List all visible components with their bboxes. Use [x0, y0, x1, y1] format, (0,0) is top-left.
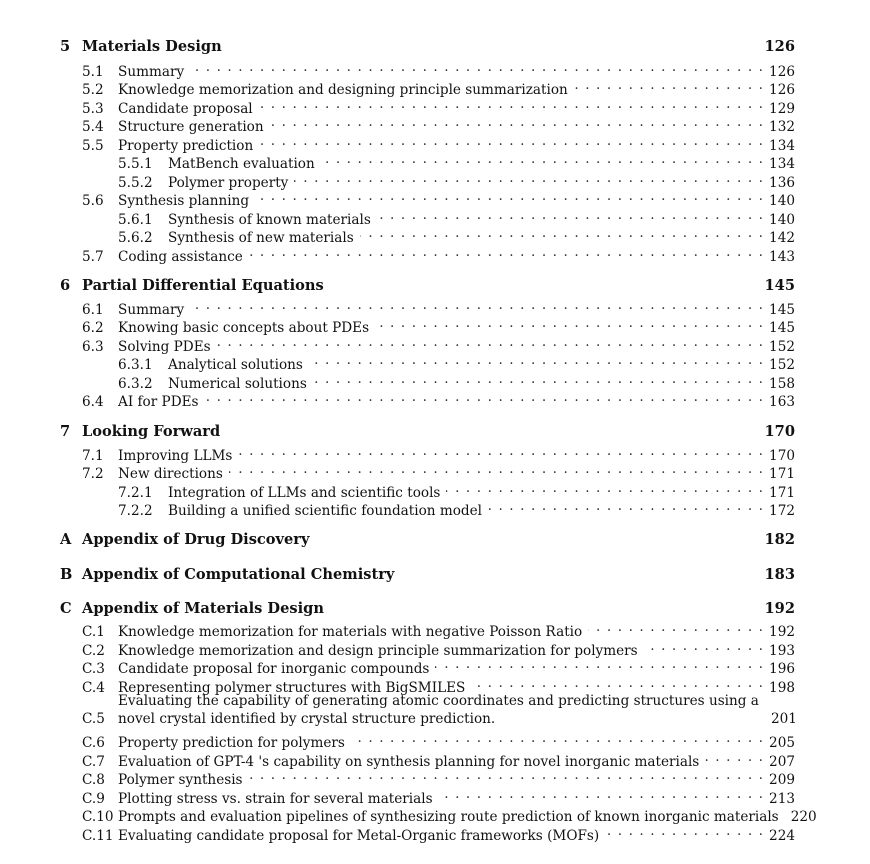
toc-entry-title[interactable]: Property prediction	[118, 138, 254, 154]
toc-section[interactable]	[82, 637, 795, 659]
toc-page-number: 140	[769, 193, 795, 209]
toc-page-number: 205	[769, 735, 795, 751]
toc-section[interactable]	[82, 674, 795, 696]
toc-entry-title[interactable]: Evaluating candidate proposal for Metal-Organic frameworks (MOFs)	[118, 828, 600, 844]
toc-page-number: 145	[769, 302, 795, 318]
toc-entry-title[interactable]: AI for PDEs	[118, 394, 199, 410]
toc-entry-number: C.9	[82, 791, 105, 807]
toc-subsection[interactable]	[118, 479, 795, 501]
toc-entry-number: 5.2	[82, 82, 104, 98]
toc-page-number: 201	[770, 711, 797, 727]
toc-entry-number: 6.1	[82, 302, 104, 318]
toc-entry-number: C.7	[82, 754, 105, 770]
toc-entry-title[interactable]: Structure generation	[118, 119, 264, 135]
toc-entry-number: 5.5	[82, 138, 104, 154]
toc-entry-title[interactable]: Synthesis of new materials	[168, 230, 354, 246]
toc-leader-dots	[249, 766, 763, 784]
toc-section[interactable]	[82, 748, 795, 770]
toc-section[interactable]	[82, 314, 795, 336]
toc-entry-number: C.11	[82, 828, 114, 844]
toc-entry-title[interactable]: Plotting stress vs. strain for several materials	[118, 791, 433, 807]
toc-page-number: 209	[769, 772, 795, 788]
toc-entry-title[interactable]: Candidate proposal for inorganic compounds	[118, 661, 430, 677]
toc-entry-number: 7.2.2	[118, 503, 153, 519]
toc-page-number: 132	[769, 119, 795, 135]
toc-entry-number: 5.5.1	[118, 156, 153, 172]
toc-entry-title[interactable]: Polymer property	[168, 175, 289, 191]
toc-entry-title[interactable]: Numerical solutions	[168, 376, 307, 392]
toc-leader-dots	[360, 224, 763, 242]
toc-section[interactable]	[82, 766, 795, 788]
toc-entry-title[interactable]: Knowing basic concepts about PDEs	[118, 320, 370, 336]
toc-entry-title-line2: novel crystal identified by crystal structure prediction.	[118, 711, 496, 727]
toc-subsection[interactable]	[118, 351, 795, 373]
toc-entry-title[interactable]: Building a unified scientific foundation model	[168, 503, 483, 519]
toc-entry-number: 7.2	[82, 466, 104, 482]
toc-entry-number: C.10	[82, 809, 114, 825]
toc-entry-number: 7.2.1	[118, 485, 153, 501]
toc-section[interactable]	[82, 113, 795, 135]
toc-entry-number: A	[60, 531, 72, 548]
toc-section[interactable]	[82, 655, 795, 677]
toc-entry-number: C	[60, 600, 72, 617]
toc-section[interactable]	[82, 76, 795, 98]
toc-page-number: 196	[769, 661, 795, 677]
toc-leader-dots	[229, 460, 763, 478]
toc-entry-title[interactable]: Candidate proposal	[118, 101, 253, 117]
toc-chapter[interactable]	[60, 600, 795, 618]
toc-leader-dots	[588, 618, 763, 636]
toc-entry-number: 5.6.2	[118, 230, 153, 246]
toc-page-number: 134	[769, 156, 795, 172]
toc-entry-title[interactable]: Knowledge memorization and design principle summarization for polymers	[118, 643, 638, 659]
toc-leader-dots	[351, 729, 763, 747]
toc-subsection[interactable]	[118, 370, 795, 392]
toc-section[interactable]	[82, 333, 795, 355]
toc-page-number: 220	[790, 809, 817, 825]
toc-section[interactable]	[82, 58, 795, 80]
toc-chapter[interactable]	[60, 277, 795, 295]
toc-page-number: 183	[764, 566, 795, 583]
toc-entry-title[interactable]: Evaluation of GPT-4 's capability on synthesis planning for novel inorganic materials	[118, 754, 700, 770]
toc-chapter[interactable]	[60, 423, 795, 441]
toc-page-number: 152	[769, 357, 795, 373]
toc-page-number: 192	[769, 624, 795, 640]
toc-leader-dots	[190, 296, 763, 314]
toc-leader-dots	[313, 370, 763, 388]
toc-entry-title[interactable]: MatBench evaluation	[168, 156, 315, 172]
toc-page-number: 126	[769, 82, 795, 98]
toc-entry-title[interactable]: Appendix of Drug Discovery	[82, 531, 310, 548]
toc-entry-number: 5.5.2	[118, 175, 153, 191]
toc-entry-title[interactable]: Synthesis planning	[118, 193, 250, 209]
toc-section[interactable]	[82, 460, 795, 482]
toc-page-number: 145	[764, 277, 795, 294]
toc-leader-dots	[249, 243, 763, 261]
toc-subsection[interactable]	[118, 224, 795, 246]
toc-page-number: 171	[769, 466, 795, 482]
toc-entry-title[interactable]: Partial Differential Equations	[82, 277, 324, 294]
toc-entry-title[interactable]	[118, 692, 759, 728]
toc-section[interactable]	[82, 296, 795, 318]
toc-leader-dots	[321, 150, 763, 168]
toc-page-number: 171	[769, 485, 795, 501]
toc-page-number: 182	[764, 531, 795, 548]
toc-entry-number: C.2	[82, 643, 105, 659]
toc-subsection[interactable]	[118, 150, 795, 172]
toc-entry-title[interactable]: Appendix of Materials Design	[82, 600, 324, 617]
toc-leader-dots	[705, 748, 763, 766]
toc-leader-dots	[238, 442, 763, 460]
toc-subsection[interactable]	[118, 497, 795, 519]
toc-page-number: 142	[769, 230, 795, 246]
toc-section[interactable]	[82, 822, 795, 844]
toc-entry-number: 6	[60, 277, 71, 294]
toc-entry-title[interactable]: Representing polymer structures with BigSMILES	[118, 680, 466, 696]
toc-subsection[interactable]	[118, 206, 795, 228]
toc-leader-dots	[439, 785, 763, 803]
toc-entry-number: 5.1	[82, 64, 104, 80]
toc-leader-dots	[255, 187, 763, 205]
toc-entry-title[interactable]: Synthesis of known materials	[168, 212, 371, 228]
toc-page-number: 213	[769, 791, 795, 807]
toc-leader-dots	[205, 388, 764, 406]
toc-entry-number: 7.1	[82, 448, 104, 464]
toc-entry-title[interactable]: Summary	[118, 302, 185, 318]
toc-entry-title-line1: Evaluating the capability of generating atomic coordinates and predicting structures using a	[118, 693, 759, 709]
toc-entry-title[interactable]: Property prediction for polymers	[118, 735, 345, 751]
toc-leader-dots	[377, 206, 763, 224]
toc-section[interactable]	[82, 729, 795, 751]
toc-entry-title[interactable]: Improving LLMs	[118, 448, 233, 464]
toc-page-number: 140	[769, 212, 795, 228]
toc-page-number: 143	[769, 249, 795, 265]
toc-page-number: 136	[769, 175, 795, 191]
toc-leader-dots	[644, 637, 763, 655]
toc-section[interactable]	[82, 803, 817, 825]
toc-leader-dots	[435, 655, 763, 673]
toc-leader-dots	[605, 822, 763, 840]
toc-page-number: 207	[769, 754, 795, 770]
toc-page-number: 145	[769, 320, 795, 336]
toc-section[interactable]	[82, 618, 795, 640]
toc-page-number: 170	[764, 423, 795, 440]
toc-entry-title[interactable]: Appendix of Computational Chemistry	[82, 566, 395, 583]
toc-entry-number: C.6	[82, 735, 105, 751]
toc-page-number: 193	[769, 643, 795, 659]
toc-entry-number: 6.3.2	[118, 376, 153, 392]
toc-leader-dots	[375, 314, 763, 332]
toc-entry-title[interactable]: Solving PDEs	[118, 339, 211, 355]
toc-entry-number: 5.7	[82, 249, 104, 265]
toc-entry-title[interactable]: Knowledge memorization and designing principle summarization	[118, 82, 568, 98]
toc-leader-dots	[270, 113, 763, 131]
toc-chapter[interactable]	[60, 566, 795, 584]
toc-entry-number: B	[60, 566, 73, 583]
toc-entry-number: C.1	[82, 624, 105, 640]
toc-entry-number: 5.3	[82, 101, 104, 117]
toc-entry-number: 6.3	[82, 339, 104, 355]
toc-chapter[interactable]	[60, 531, 795, 549]
toc-entry-title[interactable]: Polymer synthesis	[118, 772, 243, 788]
toc-entry-title[interactable]: Integration of LLMs and scientific tools	[168, 485, 441, 501]
toc-entry-number: 5.6	[82, 193, 104, 209]
toc-entry-title[interactable]: Looking Forward	[82, 423, 221, 440]
toc-page-number: 198	[769, 680, 795, 696]
toc-page-number: 224	[769, 828, 795, 844]
toc-page-number: 192	[764, 600, 795, 617]
toc-section[interactable]	[82, 692, 795, 728]
toc-entry-title[interactable]: Summary	[118, 64, 185, 80]
toc-chapter[interactable]	[60, 38, 795, 56]
toc-leader-dots	[217, 333, 763, 351]
toc-leader-dots	[574, 76, 763, 94]
toc-entry-number: C.5	[82, 711, 105, 727]
toc-entry-title[interactable]: Prompts and evaluation pipelines of synthesizing route prediction of known inorganic materials	[118, 809, 779, 825]
toc-page-number: 170	[769, 448, 795, 464]
toc-leader-dots	[294, 169, 763, 187]
toc-leader-dots	[309, 351, 763, 369]
toc-leader-dots	[488, 497, 763, 515]
toc-entry-number: C.8	[82, 772, 105, 788]
toc-entry-number: 5	[60, 38, 71, 55]
toc-section[interactable]	[82, 785, 795, 807]
toc-entry-number: C.3	[82, 661, 105, 677]
toc-page-number: 163	[769, 394, 795, 410]
toc-entry-title[interactable]: Coding assistance	[118, 249, 243, 265]
toc-section[interactable]	[82, 132, 795, 154]
toc-entry-number: C.4	[82, 680, 105, 696]
toc-entry-number: 6.3.1	[118, 357, 153, 373]
toc-subsection[interactable]	[118, 169, 795, 191]
toc-leader-dots	[446, 479, 763, 497]
toc-entry-number: 6.2	[82, 320, 104, 336]
toc-page-number: 172	[769, 503, 795, 519]
toc-entry-number: 6.4	[82, 394, 104, 410]
toc-section[interactable]	[82, 442, 795, 464]
toc-entry-number: 7	[60, 423, 71, 440]
toc-page-number: 126	[769, 64, 795, 80]
toc-page-number: 129	[769, 101, 795, 117]
toc-leader-dots	[190, 58, 763, 76]
toc-leader-dots	[259, 132, 763, 150]
toc-entry-title[interactable]: Analytical solutions	[168, 357, 303, 373]
toc-section[interactable]	[82, 187, 795, 209]
toc-section[interactable]	[82, 95, 795, 117]
toc-entry-title[interactable]: Knowledge memorization for materials with negative Poisson Ratio	[118, 624, 583, 640]
toc-page-number: 158	[769, 376, 795, 392]
toc-entry-number: 5.6.1	[118, 212, 153, 228]
toc-entry-number: 5.4	[82, 119, 104, 135]
toc-page-number: 126	[764, 38, 795, 55]
toc-section[interactable]	[82, 243, 795, 265]
toc-leader-dots	[259, 95, 763, 113]
toc-entry-title[interactable]: Materials Design	[82, 38, 222, 55]
toc-leader-dots	[471, 674, 763, 692]
toc-section[interactable]	[82, 388, 795, 410]
toc-page-number: 134	[769, 138, 795, 154]
toc-entry-title[interactable]: New directions	[118, 466, 223, 482]
toc-page-number: 152	[769, 339, 795, 355]
